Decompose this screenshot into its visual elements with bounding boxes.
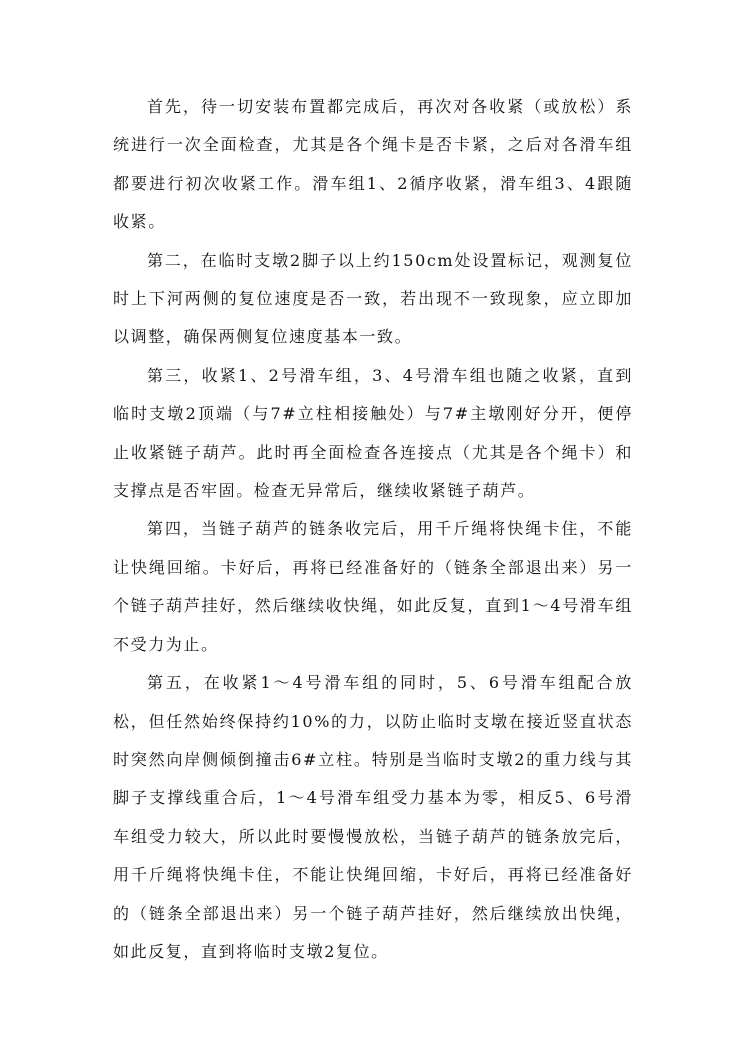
body-text [113, 88, 633, 971]
paragraph-2: 第二，在临时支墩2脚子以上约150cm处设置标记，观测复位时上下河两侧的复位速度是否一致，若出现不一致现象，应立即加以调整，确保两侧复位速度基本一致。 [113, 250, 633, 347]
paragraph-4: 第四，当链子葫芦的链条收完后，用千斤绳将快绳卡住，不能让快绳回缩。卡好后，再将已经准备好的（链条全部退出来）另一个链子葫芦挂好，然后继续收快绳，如此反复，直到1～4号滑车组不受力为止。 [113, 519, 633, 654]
paragraph-5: 第五，在收紧1～4号滑车组的同时，5、6号滑车组配合放松，但任然始终保持约10%的力，以防止临时支墩在接近竖直状态时突然向岸侧倾倒撞击6#立柱。特别是当临时支墩2的重力线与其脚子支撑线重合后，1～4号滑车组受力基本为零，相反5、6号滑车组受力较大，所以此时要慢慢放松，当链子葫芦的链条放完后，用千斤绳将快绳卡住，不能让快绳回缩，卡好后，再将已经准备好的（链条全部退出来）另一个链子葫芦挂好，然后继续放出快绳，如此反复，直到将临时支墩2复位。 [113, 673, 633, 961]
paragraph-1: 首先，待一切安装布置都完成后，再次对各收紧（或放松）系统进行一次全面检查，尤其是各个绳卡是否卡紧，之后对各滑车组都要进行初次收紧工作。滑车组1、2循序收紧，滑车组3、4跟随收紧。 [113, 97, 633, 232]
paragraph-3: 第三，收紧1、2号滑车组，3、4号滑车组也随之收紧，直到临时支墩2顶端（与7#立柱相接触处）与7#主墩刚好分开，便停止收紧链子葫芦。此时再全面检查各连接点（尤其是各个绳卡）和支撑点是否牢固。检查无异常后，继续收紧链子葫芦。 [113, 365, 633, 501]
